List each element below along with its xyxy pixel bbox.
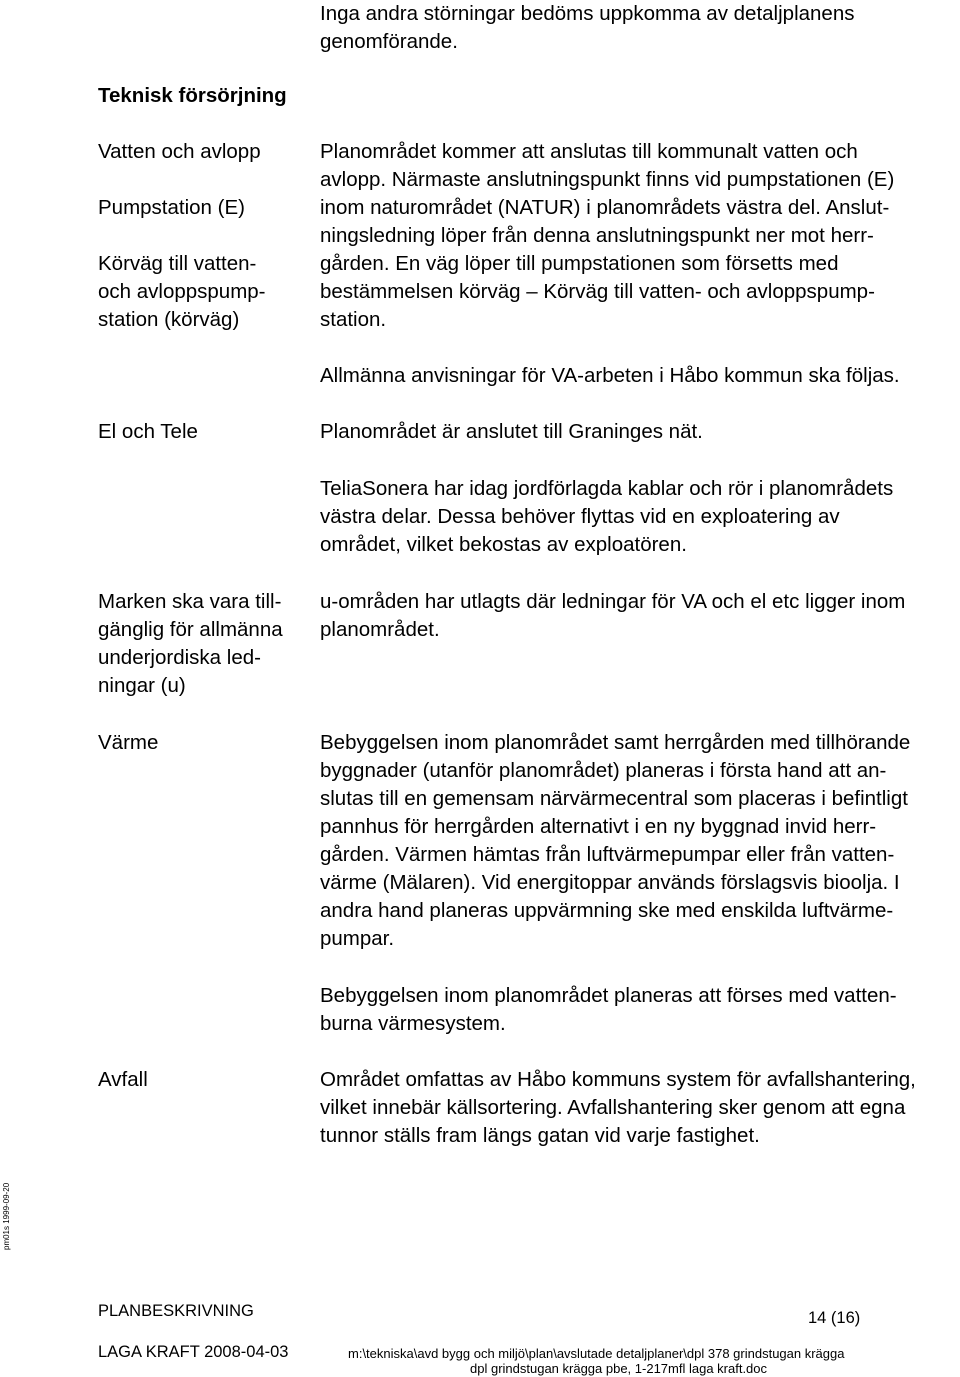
intro-line: Inga andra störningar bedöms uppkomma av detaljplanens [320, 2, 855, 25]
body-line: Allmänna anvisningar för VA-arbeten i Håbo kommun ska följas. [320, 364, 900, 387]
margin-label: Värme [98, 731, 159, 754]
body-line: pannhus för herrgården alternativt i en ny byggnad invid herr- [320, 815, 877, 838]
body-line: värme (Mälaren). Vid energitoppar används förslagsvis bioolja. I [320, 871, 900, 894]
body-line: Området omfattas av Håbo kommuns system för avfallshantering, [320, 1068, 916, 1091]
body-line: gården. En väg löper till pumpstationen som försetts med [320, 252, 839, 275]
side-form-code [2, 1160, 16, 1250]
body-line: området, vilket bekostas av exploatören. [320, 533, 687, 556]
footer-file-name: dpl grindstugan krägga pbe, 1-217mfl laga kraft.doc [470, 1361, 768, 1376]
section-heading: Teknisk försörjning [98, 84, 287, 107]
body-line: Planområdet kommer att anslutas till kommunalt vatten och [320, 140, 858, 163]
body-line: bestämmelsen körväg – Körväg till vatten- och avloppspump- [320, 280, 875, 303]
body-line: TeliaSonera har idag jordförlagda kablar och rör i planområdets [320, 477, 894, 500]
intro-line: genomförande. [320, 30, 458, 53]
margin-label: Vatten och avlopp [98, 140, 261, 163]
body-line: Bebyggelsen inom planområdet planeras att förses med vatten- [320, 984, 897, 1007]
body-line: andra hand planeras uppvärmning ske med enskilda luftvärme- [320, 899, 894, 922]
footer-page-number: 14 (16) [808, 1309, 861, 1327]
side-form-code-text: pm01s 1999-09-20 [2, 1182, 11, 1250]
body-line: avlopp. Närmaste anslutningspunkt finns vid pumpstationen (E) [320, 168, 895, 191]
body-line: u-områden har utlagts där ledningar för VA och el etc ligger inom [320, 590, 906, 613]
body-line: vilket innebär källsortering. Avfallshantering sker genom att egna [320, 1096, 906, 1119]
body-line: tunnor ställs fram längs gatan vid varje fastighet. [320, 1124, 760, 1147]
body-line: slutas till en gemensam närvärmecentral som placeras i befintligt [320, 787, 908, 810]
body-line: station. [320, 308, 387, 331]
body-line: byggnader (utanför planområdet) planeras i första hand att an- [320, 759, 887, 782]
margin-label: underjordiska led- [98, 646, 261, 669]
margin-label: gänglig för allmänna [98, 618, 283, 641]
body-line: burna värmesystem. [320, 1012, 506, 1035]
body-line: pumpar. [320, 927, 395, 950]
body-line: Planområdet är anslutet till Graninges nät. [320, 420, 703, 443]
body-line: planområdet. [320, 618, 440, 641]
body-line: Bebyggelsen inom planområdet samt herrgården med tillhörande [320, 731, 911, 754]
margin-label: El och Tele [98, 420, 198, 443]
body-line: ningsledning löper från denna anslutningspunkt ner mot herr- [320, 224, 874, 247]
margin-label: och avloppspump- [98, 280, 266, 303]
margin-label: Avfall [98, 1068, 148, 1091]
margin-label: Körväg till vatten- [98, 252, 257, 275]
footer-doc-type: PLANBESKRIVNING [98, 1302, 254, 1320]
margin-label: Pumpstation (E) [98, 196, 245, 219]
margin-label: ningar (u) [98, 674, 186, 697]
margin-label: Marken ska vara till- [98, 590, 282, 613]
footer-file-path: m:\tekniska\avd bygg och miljö\plan\avslutade detaljplaner\dpl 378 grindstugan krägga [348, 1346, 845, 1361]
margin-label: station (körväg) [98, 308, 240, 331]
body-line: gården. Värmen hämtas från luftvärmepumpar eller från vatten- [320, 843, 895, 866]
footer-status-date: LAGA KRAFT 2008-04-03 [98, 1343, 289, 1361]
body-line: västra delar. Dessa behöver flyttas vid en exploatering av [320, 505, 840, 528]
body-line: inom naturområdet (NATUR) i planområdets västra del. Anslut- [320, 196, 890, 219]
